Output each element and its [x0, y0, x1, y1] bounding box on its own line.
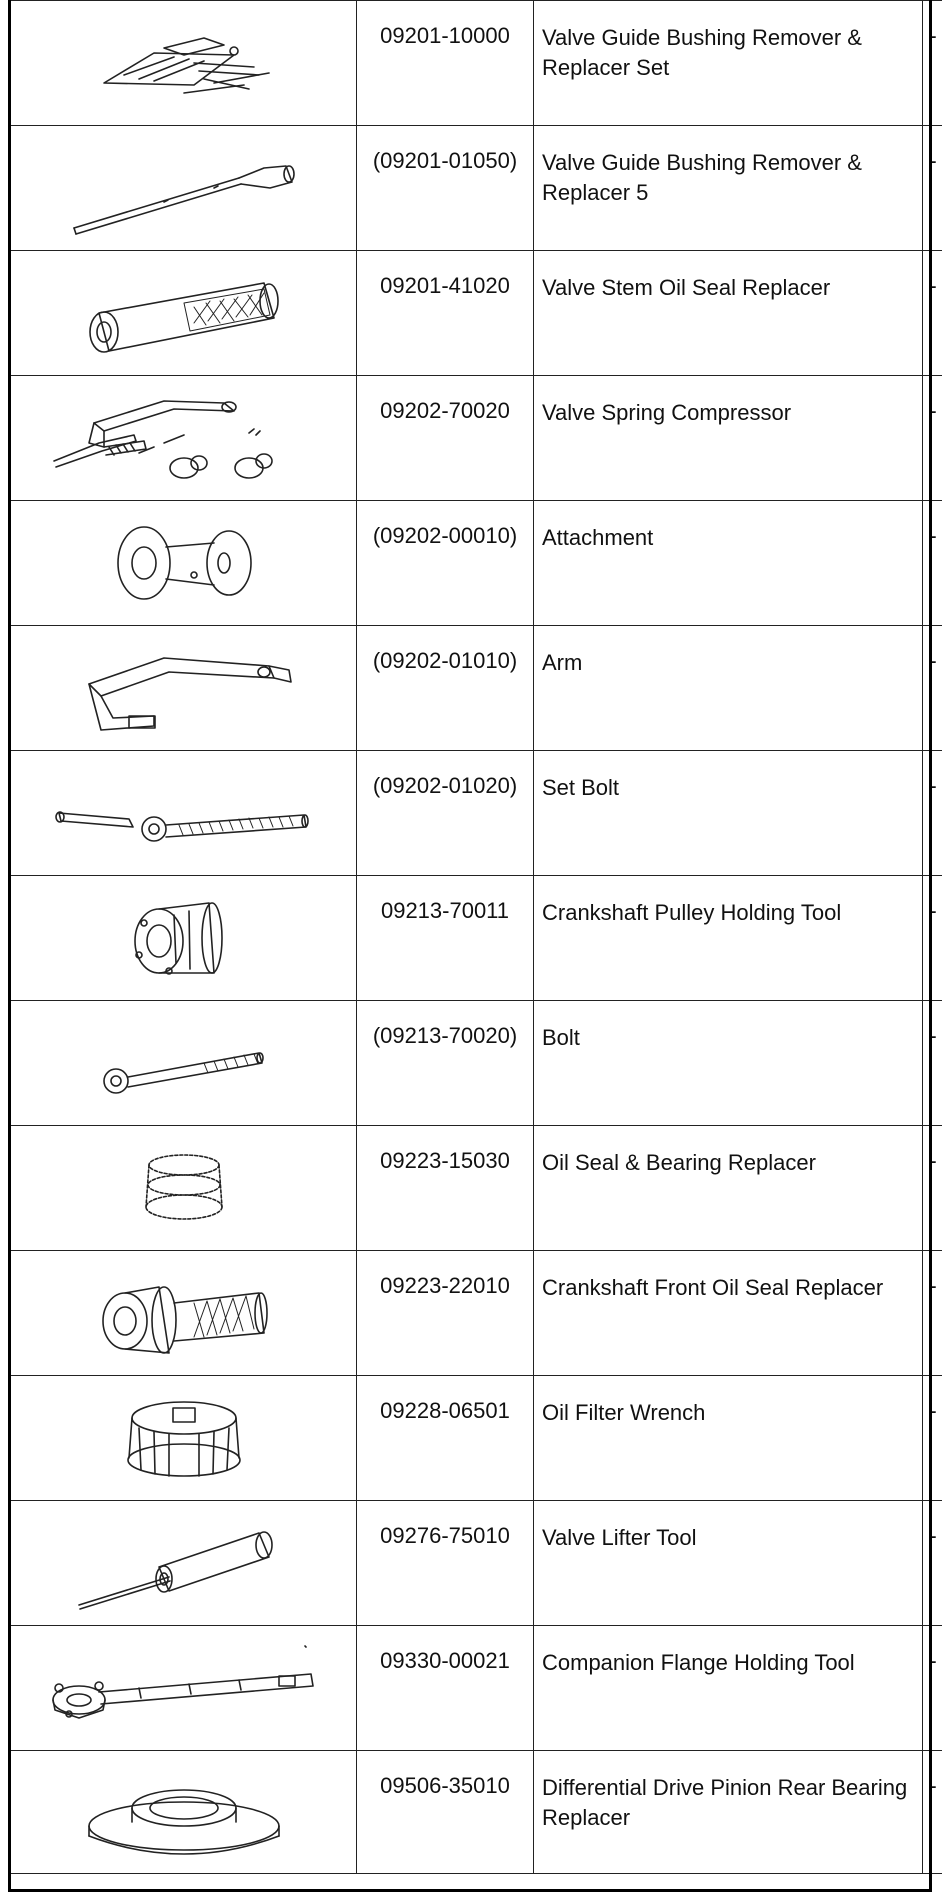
- part-number: (09202-00010): [357, 501, 534, 626]
- qty-value: -: [923, 1376, 942, 1501]
- tool-illustration-cell: [11, 1251, 357, 1376]
- special-service-tools-table: [10, 0, 942, 1874]
- qty-value: -: [923, 1001, 942, 1126]
- tool-name: Bolt: [534, 1001, 923, 1126]
- tool-illustration-cell: [11, 626, 357, 751]
- tool-name: Valve Stem Oil Seal Replacer: [534, 251, 923, 376]
- table-row: [11, 251, 942, 376]
- qty-value: -: [923, 751, 942, 876]
- tool-illustration-cell: [11, 1126, 357, 1251]
- oil-seal-replacer-icon: [74, 263, 294, 363]
- tool-name: Attachment: [534, 501, 923, 626]
- part-number: 09223-22010: [357, 1251, 534, 1376]
- tool-name: Valve Guide Bushing Remover & Replacer 5: [534, 126, 923, 251]
- part-number: 09330-00021: [357, 1626, 534, 1751]
- tool-illustration-cell: [11, 126, 357, 251]
- bearing-replacer-icon: [124, 1143, 244, 1233]
- part-number: 09228-06501: [357, 1376, 534, 1501]
- part-number: (09213-70020): [357, 1001, 534, 1126]
- tool-name: Valve Guide Bushing Remover & Replacer Set: [534, 1, 923, 126]
- qty-value: -: [923, 1626, 942, 1751]
- qty-value: -: [923, 251, 942, 376]
- attachment-icon: [104, 513, 264, 613]
- pulley-holding-tool-icon: [114, 883, 254, 993]
- table-row: [11, 126, 942, 251]
- oil-filter-wrench-icon: [109, 1388, 259, 1488]
- qty-value: -: [923, 876, 942, 1001]
- tool-illustration-cell: [11, 1376, 357, 1501]
- table-row: [11, 1626, 942, 1751]
- tool-illustration-cell: [11, 251, 357, 376]
- qty-value: -: [923, 1251, 942, 1376]
- tool-illustration-cell: [11, 1001, 357, 1126]
- tool-name: Companion Flange Holding Tool: [534, 1626, 923, 1751]
- tool-name: Oil Seal & Bearing Replacer: [534, 1126, 923, 1251]
- table-row: [11, 1, 942, 126]
- part-number: (09202-01010): [357, 626, 534, 751]
- part-number: 09202-70020: [357, 376, 534, 501]
- part-number: 09213-70011: [357, 876, 534, 1001]
- tool-name: Set Bolt: [534, 751, 923, 876]
- pinion-bearing-replacer-icon: [74, 1762, 294, 1862]
- part-number: (09201-01050): [357, 126, 534, 251]
- part-number: 09201-10000: [357, 1, 534, 126]
- arm-icon: [69, 638, 299, 738]
- set-bolt-icon: [49, 773, 319, 853]
- table-row: [11, 1376, 942, 1501]
- qty-value: -: [923, 501, 942, 626]
- tool-illustration-cell: [11, 501, 357, 626]
- qty-value: -: [923, 126, 942, 251]
- tool-illustration-cell: [11, 876, 357, 1001]
- table-row: [11, 876, 942, 1001]
- bolt-icon: [94, 1023, 274, 1103]
- qty-value: -: [923, 1, 942, 126]
- table-row: [11, 1751, 942, 1874]
- flange-holding-tool-icon: [39, 1638, 329, 1738]
- table-row: [11, 501, 942, 626]
- tool-illustration-cell: [11, 751, 357, 876]
- tool-illustration-cell: [11, 1501, 357, 1626]
- qty-value: -: [923, 1501, 942, 1626]
- valve-lifter-tool-icon: [69, 1513, 299, 1613]
- table-row: [11, 1126, 942, 1251]
- table-row: [11, 1251, 942, 1376]
- tool-name: Oil Filter Wrench: [534, 1376, 923, 1501]
- tool-name: Differential Drive Pinion Rear Bearing Replacer: [534, 1751, 923, 1874]
- qty-value: -: [923, 1751, 942, 1874]
- part-number: 09276-75010: [357, 1501, 534, 1626]
- valve-guide-set-icon: [84, 23, 284, 103]
- qty-value: -: [923, 626, 942, 751]
- tool-name: Crankshaft Pulley Holding Tool: [534, 876, 923, 1001]
- front-oil-seal-replacer-icon: [89, 1263, 279, 1363]
- tool-illustration-cell: [11, 1751, 357, 1874]
- qty-value: -: [923, 1126, 942, 1251]
- table-row: [11, 1501, 942, 1626]
- qty-value: -: [923, 376, 942, 501]
- table-row: [11, 751, 942, 876]
- tool-illustration-cell: [11, 1, 357, 126]
- part-number: 09506-35010: [357, 1751, 534, 1874]
- part-number: 09201-41020: [357, 251, 534, 376]
- table-row: [11, 1001, 942, 1126]
- tool-name: Valve Lifter Tool: [534, 1501, 923, 1626]
- part-number: 09223-15030: [357, 1126, 534, 1251]
- tool-illustration-cell: [11, 376, 357, 501]
- table-row: [11, 626, 942, 751]
- tool-name: Arm: [534, 626, 923, 751]
- valve-guide-remover-icon: [64, 138, 304, 238]
- tool-name: Valve Spring Compressor: [534, 376, 923, 501]
- part-number: (09202-01020): [357, 751, 534, 876]
- tool-illustration-cell: [11, 1626, 357, 1751]
- valve-spring-compressor-icon: [44, 383, 324, 493]
- table-row: [11, 376, 942, 501]
- tool-name: Crankshaft Front Oil Seal Replacer: [534, 1251, 923, 1376]
